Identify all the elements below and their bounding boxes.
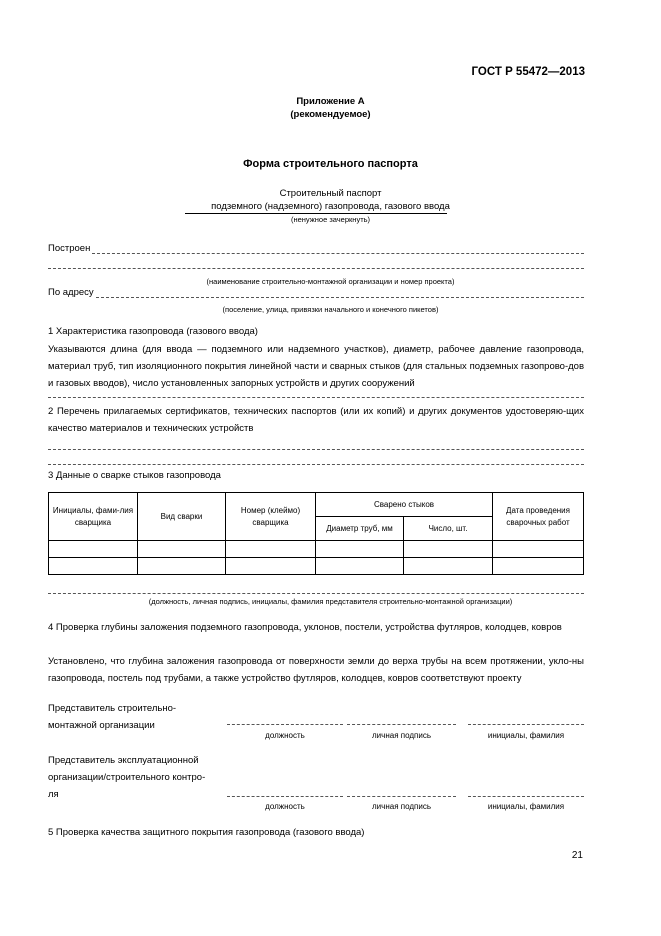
section1-text: Указываются длина (для ввода — подземного или надземного участков), диаметр, рабочее давление газопровода, материал труб, тип изоляционного покрытия линейной части и сварных стыков (для стальных подземных газопрово-дов и газовых вводов), число установленных запорных устройств и других сооружений: [48, 344, 584, 389]
col-initials: Инициалы, фами-лия сварщика: [49, 493, 138, 541]
col-pipe-diameter: Диаметр труб, мм: [316, 517, 404, 541]
welding-table: [48, 492, 584, 575]
table-cell: [138, 541, 226, 558]
rep2-line2: организации/строительного контро-: [48, 772, 206, 783]
section2-heading: 2 Перечень прилагаемых сертификатов, технических паспортов (или их копий) и других документов удостоверяю-щих качество материалов и технических устройств: [48, 406, 584, 434]
table-row: [49, 541, 584, 558]
col-weld-type: Вид сварки: [138, 493, 226, 541]
rep2-signature-line: [347, 796, 456, 797]
rep1-line2: монтажной организации: [48, 720, 155, 731]
rep1-position-caption: должность: [265, 731, 305, 740]
cross-out-note: (ненужное зачеркнуть): [290, 215, 371, 224]
col-count: Число, шт.: [404, 517, 493, 541]
table-cell: [404, 541, 493, 558]
page-number: 21: [571, 850, 583, 861]
rep2-position-caption: должность: [265, 802, 305, 811]
built-label: Построен: [48, 243, 91, 254]
section3-signature-caption: (должность, личная подпись, инициалы, фамилия представителя строительно-монтажной организации): [148, 597, 513, 606]
rep2-line1: Представитель эксплуатационной: [48, 755, 199, 766]
standard-number: ГОСТ Р 55472—2013: [471, 66, 585, 78]
section3-heading: 3 Данные о сварке стыков газопровода: [48, 470, 221, 481]
section3-signature-line: [48, 593, 584, 594]
section2-line-2: [48, 464, 584, 465]
section5-heading: 5 Проверка качества защитного покрытия газопровода (газового ввода): [48, 827, 365, 838]
table-cell: [316, 558, 404, 575]
rep1-line1: Представитель строительно-: [48, 703, 177, 714]
col-welded-joints: Сварено стыков: [316, 493, 493, 517]
address-field: [48, 287, 584, 298]
rep2-label: [48, 752, 205, 803]
rep1-name-caption: инициалы, фамилия: [487, 731, 565, 740]
rep2-position-line: [227, 796, 343, 797]
table-cell: [493, 558, 584, 575]
table-cell: [404, 558, 493, 575]
rep1-label: [48, 700, 176, 734]
table-row: [49, 558, 584, 575]
table-cell: [316, 541, 404, 558]
passport-title: Строительный паспорт: [279, 188, 382, 199]
table-cell: [493, 541, 584, 558]
rep2-name-caption: инициалы, фамилия: [487, 802, 565, 811]
table-cell: [138, 558, 226, 575]
built-line: [92, 244, 584, 254]
rep2-line3: ля: [48, 789, 59, 800]
table-cell: [49, 558, 138, 575]
section1-line: [48, 397, 584, 398]
col-date: Дата проведения сварочных работ: [493, 493, 584, 541]
rep2-signature-caption: личная подпись: [372, 802, 431, 811]
table-cell: [49, 541, 138, 558]
passport-subtitle: подземного (надземного) газопровода, газового ввода: [211, 201, 450, 212]
passport-subtitle-underline: [185, 213, 447, 214]
rep1-position-line: [227, 724, 343, 725]
rep1-signature-line: [347, 724, 456, 725]
table-cell: [226, 541, 316, 558]
table-cell: [226, 558, 316, 575]
address-label: По адресу: [48, 287, 94, 298]
appendix-status: (рекомендуемое): [290, 109, 371, 120]
rep1-signature-caption: личная подпись: [372, 731, 431, 740]
address-caption: (поселение, улица, привязки начального и конечного пикетов): [222, 305, 439, 314]
built-field: [48, 243, 584, 254]
section2-line-1: [48, 449, 584, 450]
form-title: Форма строительного паспорта: [243, 158, 418, 170]
section1-heading: 1 Характеристика газопровода (газового ввода): [48, 326, 258, 337]
section4-heading: 4 Проверка глубины заложения подземного газопровода, уклонов, постели, устройства футляров, колодцев, ковров: [48, 622, 562, 633]
section4-text: Установлено, что глубина заложения газопровода от поверхности земли до верха трубы на всем протяжении, укло-ны газопровода, постель под трубами, а также устройство футляров, колодцев, ковров соответствуют проекту: [48, 656, 584, 684]
rep2-name-line: [468, 796, 584, 797]
rep1-name-line: [468, 724, 584, 725]
address-line: [96, 288, 584, 298]
appendix-title: Приложение А: [296, 96, 365, 107]
org-line: [48, 268, 584, 269]
org-caption: (наименование строительно-монтажной организации и номер проекта): [206, 277, 455, 286]
col-stamp: Номер (клеймо) сварщика: [226, 493, 316, 541]
